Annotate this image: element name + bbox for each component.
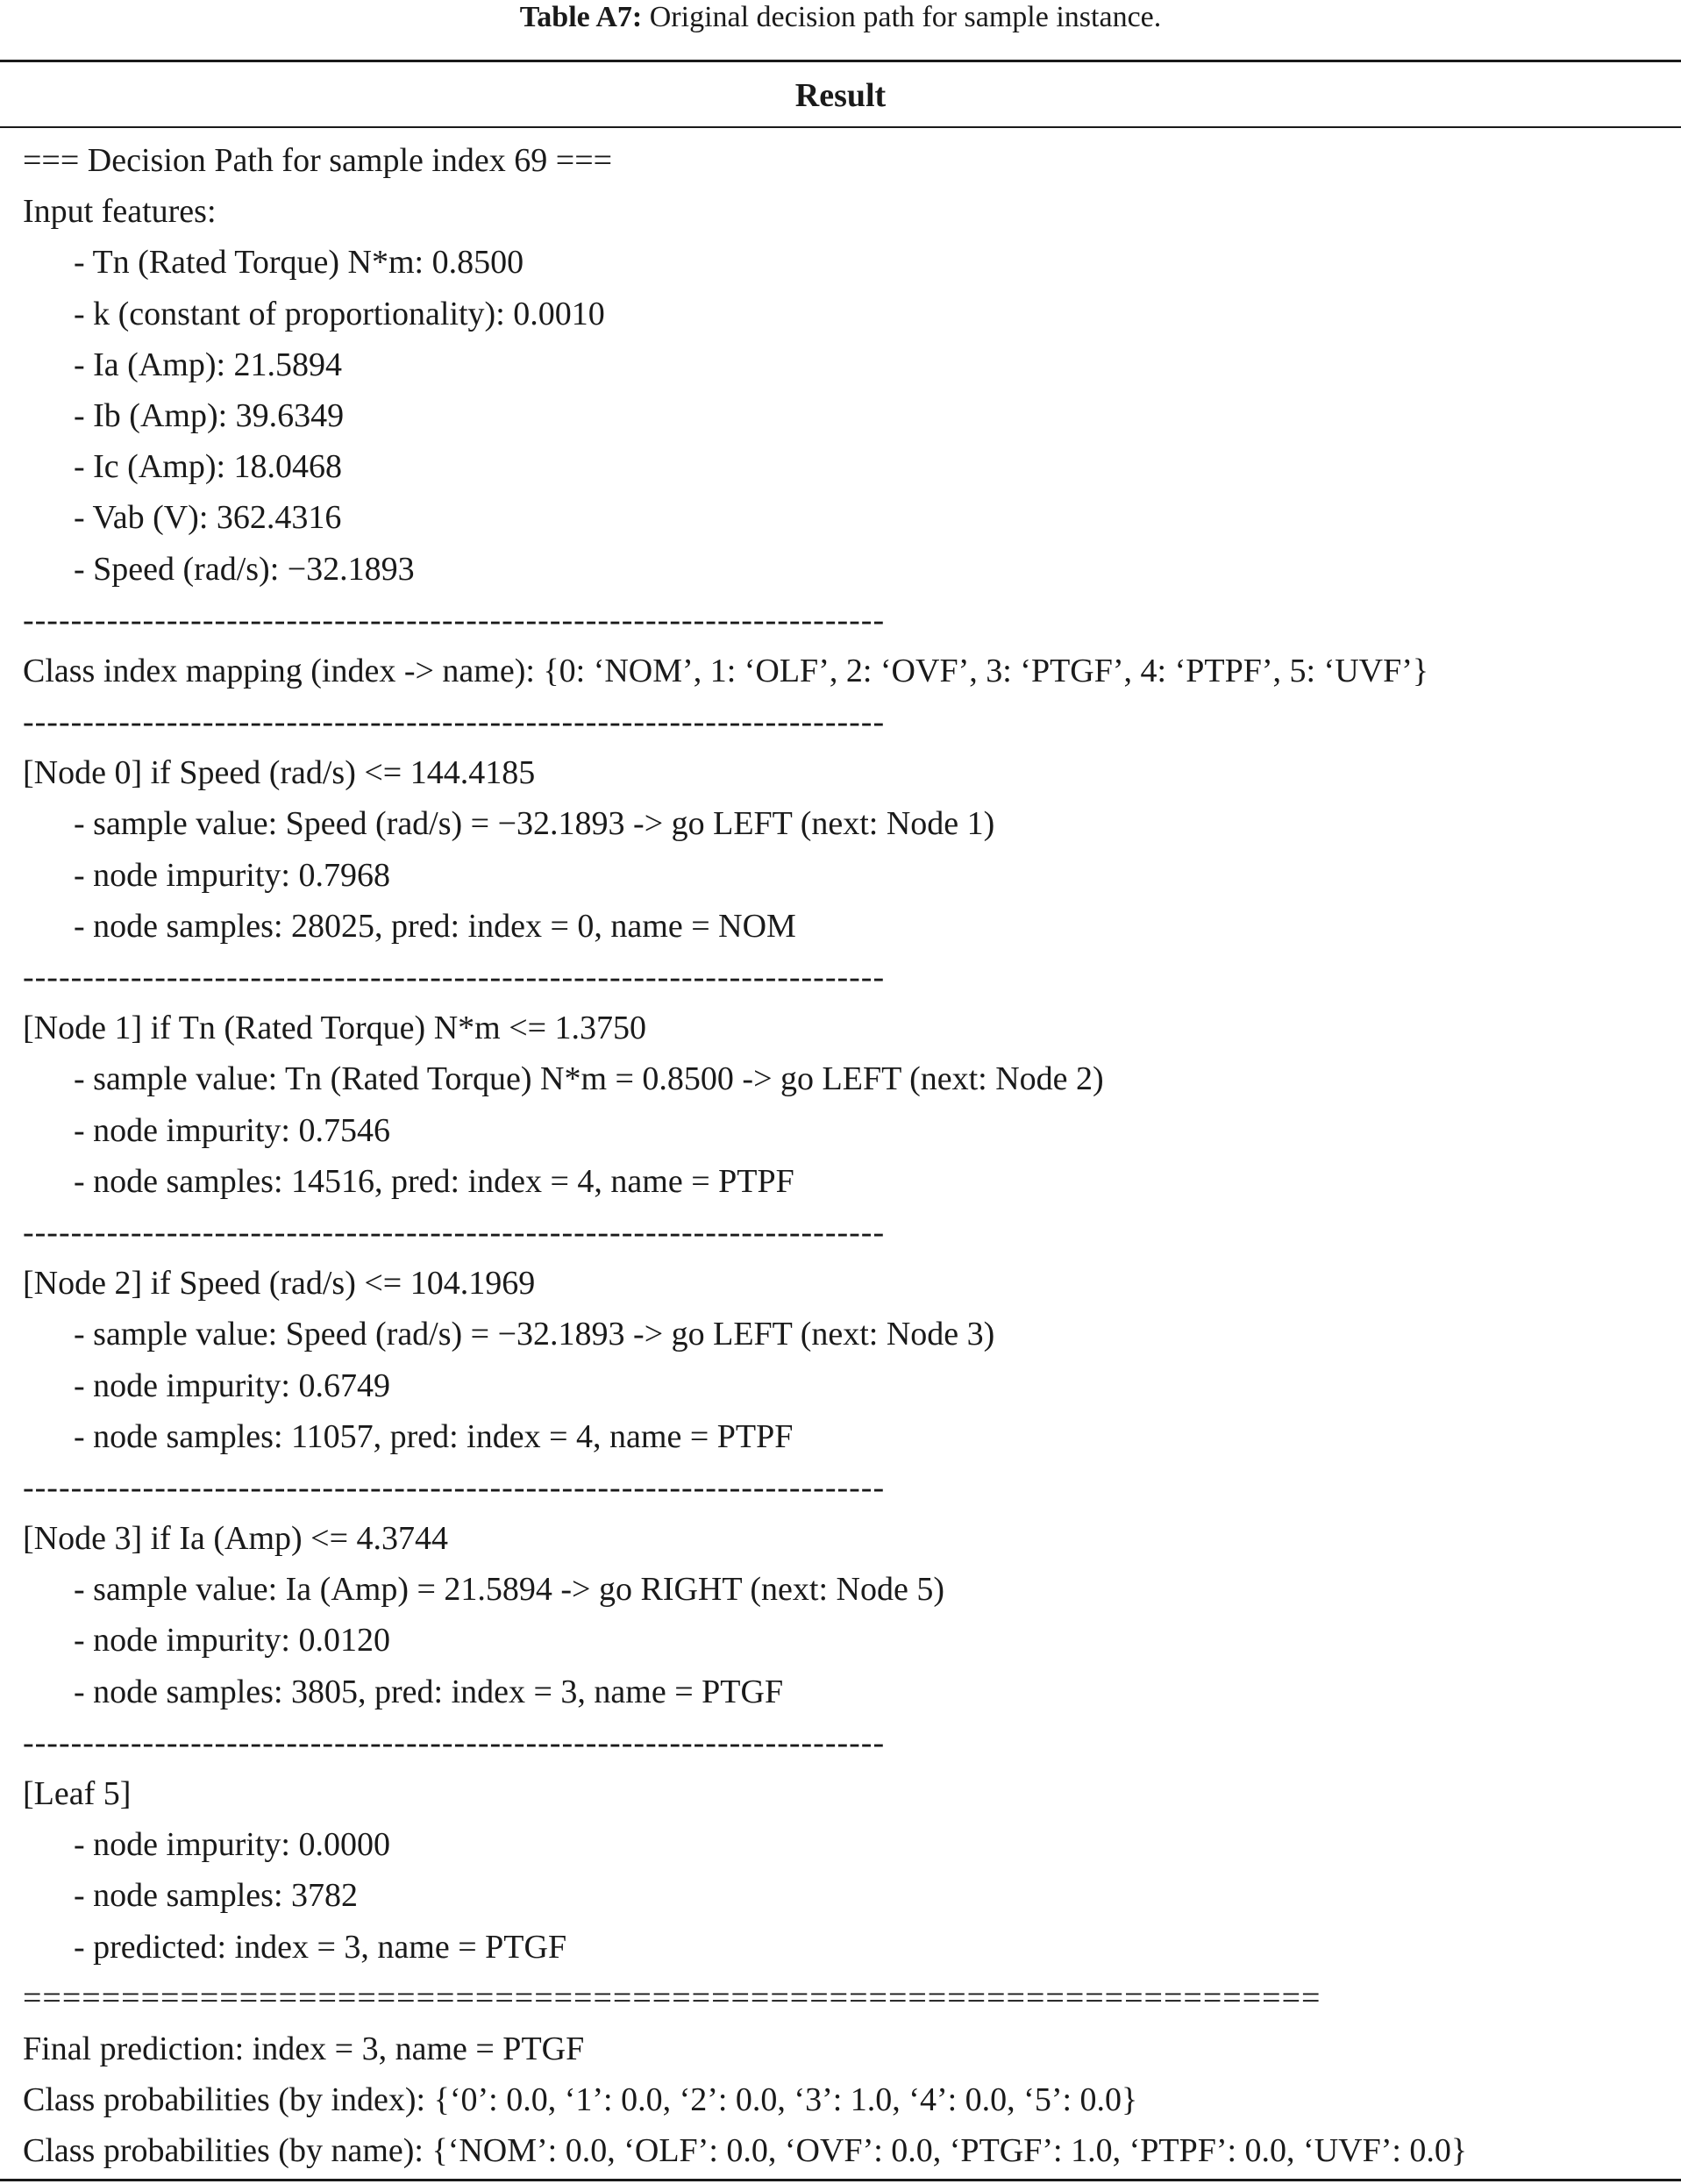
separator-line: ------------------------------------------------------------------------	[23, 1468, 886, 1506]
result-line: - node samples: 28025, pred: index = 0, name = NOM	[74, 907, 796, 945]
result-line: - sample value: Tn (Rated Torque) N*m = 0.8500 -> go LEFT (next: Node 2)	[74, 1060, 1104, 1098]
table-top-rule	[0, 60, 1681, 62]
result-line: Class index mapping (index -> name): {0: ‘NOM’, 1: ‘OLF’, 2: ‘OVF’, 3: ‘PTGF’, 4: ‘PTPF’, 5: ‘UVF’}	[23, 652, 1429, 689]
result-line: Class probabilities (by name): {‘NOM’: 0.0, ‘OLF’: 0.0, ‘OVF’: 0.0, ‘PTGF’: 1.0, ‘PTPF’: 0.0, ‘UVF’: 0.0}	[23, 2132, 1468, 2170]
separator-line: ------------------------------------------------------------------------	[23, 703, 886, 741]
result-line: - node impurity: 0.6749	[74, 1367, 390, 1404]
result-line: - predicted: index = 3, name = PTGF	[74, 1928, 567, 1966]
result-line: - sample value: Speed (rad/s) = −32.1893 -> go LEFT (next: Node 3)	[74, 1316, 995, 1353]
result-line: - Tn (Rated Torque) N*m: 0.8500	[74, 244, 524, 282]
result-line: - node samples: 3782	[74, 1877, 359, 1915]
result-line: - Ia (Amp): 21.5894	[74, 346, 343, 383]
result-line: - Ib (Amp): 39.6349	[74, 396, 345, 434]
separator-line: ------------------------------------------------------------------------	[23, 959, 886, 996]
result-line: - node impurity: 0.0120	[74, 1622, 390, 1659]
caption-text: Original decision path for sample instance.	[642, 1, 1162, 33]
result-line: Final prediction: index = 3, name = PTGF	[23, 2030, 585, 2067]
separator-line: ==================================================================	[23, 1979, 1321, 2016]
table-caption	[0, 0, 1681, 35]
separator-line: ------------------------------------------------------------------------	[23, 601, 886, 639]
result-line: Class probabilities (by index): {‘0’: 0.0, ‘1’: 0.0, ‘2’: 0.0, ‘3’: 1.0, ‘4’: 0.0, ‘5’: 0.0}	[23, 2081, 1138, 2119]
result-text-block	[23, 135, 1681, 2177]
header-rule	[0, 126, 1681, 128]
caption-label: Table A7:	[519, 1, 643, 33]
result-line: - node impurity: 0.7546	[74, 1111, 390, 1149]
result-line: - k (constant of proportionality): 0.0010	[74, 295, 605, 332]
result-line: [Node 1] if Tn (Rated Torque) N*m <= 1.3750	[23, 1010, 647, 1047]
table-bottom-rule	[0, 2179, 1681, 2181]
result-line: - node impurity: 0.0000	[74, 1826, 390, 1864]
separator-line: ------------------------------------------------------------------------	[23, 1213, 886, 1251]
result-line: - node samples: 11057, pred: index = 4, name = PTPF	[74, 1417, 794, 1455]
result-line: === Decision Path for sample index 69 ===	[23, 142, 613, 179]
result-line: - Vab (V): 362.4316	[74, 499, 342, 537]
separator-line: ------------------------------------------------------------------------	[23, 1724, 886, 1761]
result-line: - node samples: 14516, pred: index = 4, name = PTPF	[74, 1162, 794, 1200]
result-line: [Node 3] if Ia (Amp) <= 4.3744	[23, 1520, 449, 1558]
result-line: - node samples: 3805, pred: index = 3, name = PTGF	[74, 1673, 784, 1710]
result-line: [Node 2] if Speed (rad/s) <= 104.1969	[23, 1265, 536, 1303]
result-line: - node impurity: 0.7968	[74, 856, 390, 894]
result-line: - Speed (rad/s): −32.1893	[74, 550, 415, 588]
result-line: [Leaf 5]	[23, 1775, 132, 1812]
column-header-result: Result	[794, 77, 887, 114]
result-line: - Ic (Amp): 18.0468	[74, 448, 343, 486]
result-line: - sample value: Ia (Amp) = 21.5894 -> go RIGHT (next: Node 5)	[74, 1571, 944, 1609]
result-line: [Node 0] if Speed (rad/s) <= 144.4185	[23, 754, 536, 792]
result-line: Input features:	[23, 193, 217, 231]
result-line: - sample value: Speed (rad/s) = −32.1893 -> go LEFT (next: Node 1)	[74, 805, 995, 843]
